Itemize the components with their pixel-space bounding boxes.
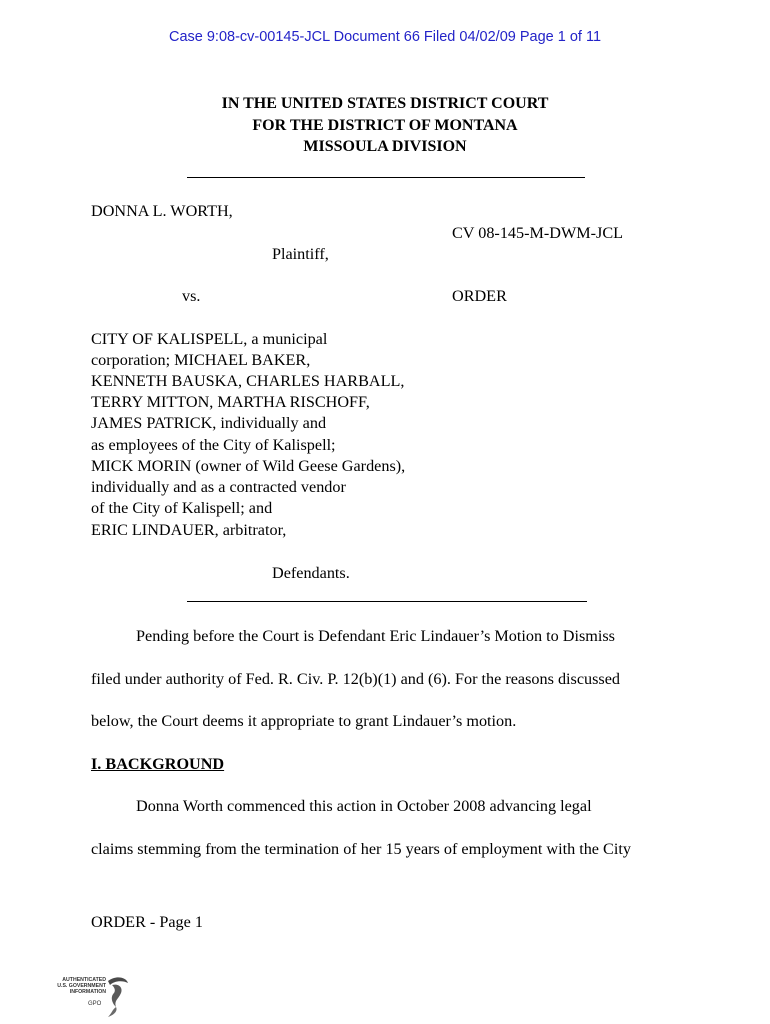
page-footer: ORDER - Page 1 bbox=[91, 913, 203, 931]
logo-text: AUTHENTICATED U.S. GOVERNMENT INFORMATION bbox=[57, 977, 106, 995]
paragraph-line: Donna Worth commenced this action in October 2008 advancing legal bbox=[136, 797, 592, 815]
defendants-role: Defendants. bbox=[272, 564, 350, 582]
defendant-line: individually and as a contracted vendor bbox=[91, 478, 346, 496]
defendant-line: TERRY MITTON, MARTHA RISCHOFF, bbox=[91, 393, 370, 411]
defendant-line: of the City of Kalispell; and bbox=[91, 499, 273, 517]
paragraph-line: claims stemming from the termination of her 15 years of employment with the City bbox=[91, 840, 631, 858]
logo-gpo-label: GPO bbox=[88, 1001, 102, 1007]
caption-rule bbox=[187, 601, 587, 602]
defendant-line: corporation; MICHAEL BAKER, bbox=[91, 351, 311, 369]
defendant-line: KENNETH BAUSKA, CHARLES HARBALL, bbox=[91, 372, 405, 390]
paragraph-line: filed under authority of Fed. R. Civ. P. 12(b)(1) and (6). For the reasons discussed bbox=[91, 670, 621, 688]
document-type: ORDER bbox=[452, 287, 507, 305]
filing-stamp: Case 9:08-cv-00145-JCL Document 66 Filed 04/02/09 Page 1 of 11 bbox=[168, 29, 602, 45]
defendant-line: CITY OF KALISPELL, a municipal bbox=[91, 330, 328, 348]
versus-label: vs. bbox=[182, 287, 201, 305]
plaintiff-role: Plaintiff, bbox=[272, 245, 329, 263]
defendant-line: MICK MORIN (owner of Wild Geese Gardens), bbox=[91, 457, 406, 475]
plaintiff-name: DONNA L. WORTH, bbox=[91, 202, 233, 220]
gpo-authentication-logo bbox=[44, 975, 130, 1019]
case-number: CV 08-145-M-DWM-JCL bbox=[452, 224, 624, 242]
court-division: MISSOULA DIVISION bbox=[303, 138, 467, 155]
paragraph-line: below, the Court deems it appropriate to grant Lindauer’s motion. bbox=[91, 712, 517, 730]
paragraph-line: Pending before the Court is Defendant Eric Lindauer’s Motion to Dismiss bbox=[136, 627, 615, 645]
defendant-line: ERIC LINDAUER, arbitrator, bbox=[91, 521, 287, 539]
court-name-line1: IN THE UNITED STATES DISTRICT COURT bbox=[221, 95, 549, 112]
eagle-icon bbox=[102, 975, 130, 1019]
header-rule bbox=[187, 177, 585, 178]
defendant-line: JAMES PATRICK, individually and bbox=[91, 414, 327, 432]
section-heading: I. BACKGROUND bbox=[91, 755, 225, 773]
defendant-line: as employees of the City of Kalispell; bbox=[91, 436, 336, 454]
court-name-line2: FOR THE DISTRICT OF MONTANA bbox=[252, 117, 518, 134]
